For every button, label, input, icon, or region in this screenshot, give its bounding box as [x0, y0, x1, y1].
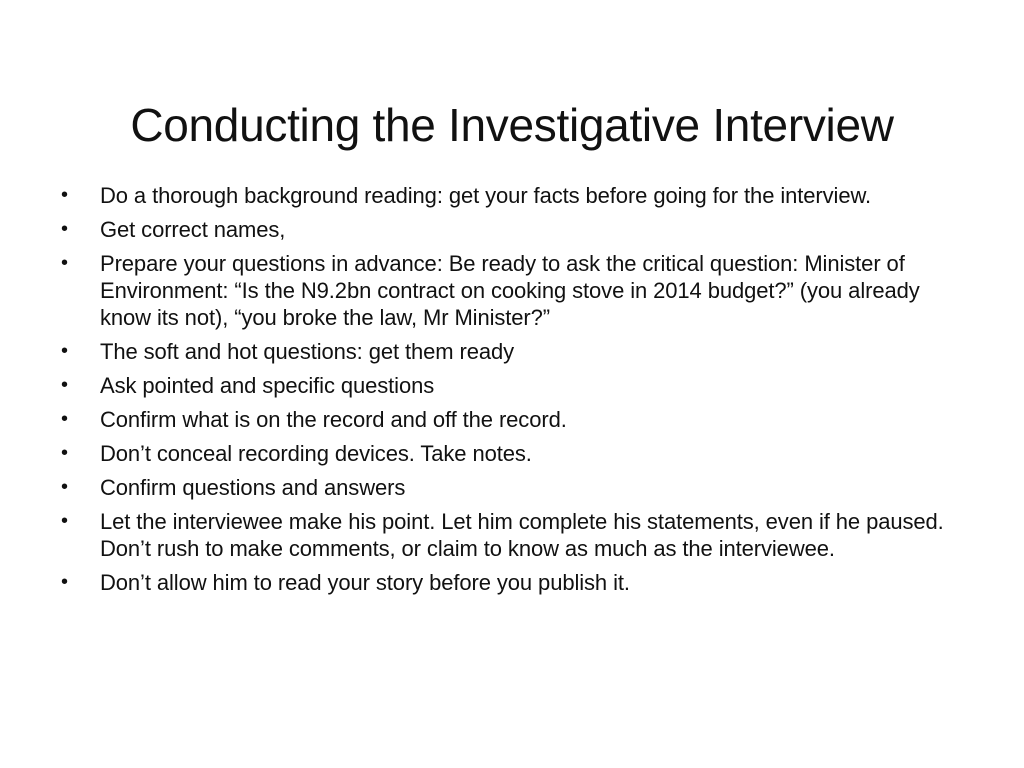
- list-item: [58, 569, 974, 596]
- bullet-icon: •: [61, 510, 68, 532]
- list-item: [58, 440, 974, 467]
- list-item: [58, 216, 974, 243]
- bullet-list: [58, 182, 974, 603]
- list-item: [58, 250, 974, 331]
- bullet-text: Let the interviewee make his point. Let him complete his statements, even if he paused. Don’t rush to make comments, or claim to know as much as the interviewee.: [100, 509, 944, 561]
- bullet-icon: •: [61, 442, 68, 464]
- bullet-text: Get correct names,: [100, 217, 286, 242]
- bullet-text: Confirm what is on the record and off the record.: [100, 407, 567, 432]
- slide-title: Conducting the Investigative Interview: [130, 98, 894, 151]
- list-item: [58, 182, 974, 209]
- list-item: [58, 508, 974, 562]
- bullet-icon: •: [61, 340, 68, 362]
- bullet-text: The soft and hot questions: get them ready: [100, 339, 515, 364]
- bullet-icon: •: [61, 184, 68, 206]
- bullet-text: Don’t allow him to read your story before you publish it.: [100, 570, 630, 595]
- bullet-icon: •: [61, 408, 68, 430]
- list-item: [58, 406, 974, 433]
- bullet-text: Don’t conceal recording devices. Take notes.: [100, 441, 532, 466]
- bullet-text: Do a thorough background reading: get your facts before going for the interview.: [100, 183, 872, 208]
- bullet-icon: •: [61, 476, 68, 498]
- bullet-icon: •: [61, 252, 68, 274]
- list-item: [58, 338, 974, 365]
- bullet-text: Prepare your questions in advance: Be ready to ask the critical question: Minister of Environment: “Is the N9.2bn contract on cooking stove in 2014 budget?” (you already know its not), “you broke the law, Mr Minister?”: [100, 251, 920, 330]
- bullet-icon: •: [61, 218, 68, 240]
- bullet-text: Confirm questions and answers: [100, 475, 406, 500]
- bullet-icon: •: [61, 571, 68, 593]
- bullet-text: Ask pointed and specific questions: [100, 373, 435, 398]
- list-item: [58, 474, 974, 501]
- bullet-icon: •: [61, 374, 68, 396]
- list-item: [58, 372, 974, 399]
